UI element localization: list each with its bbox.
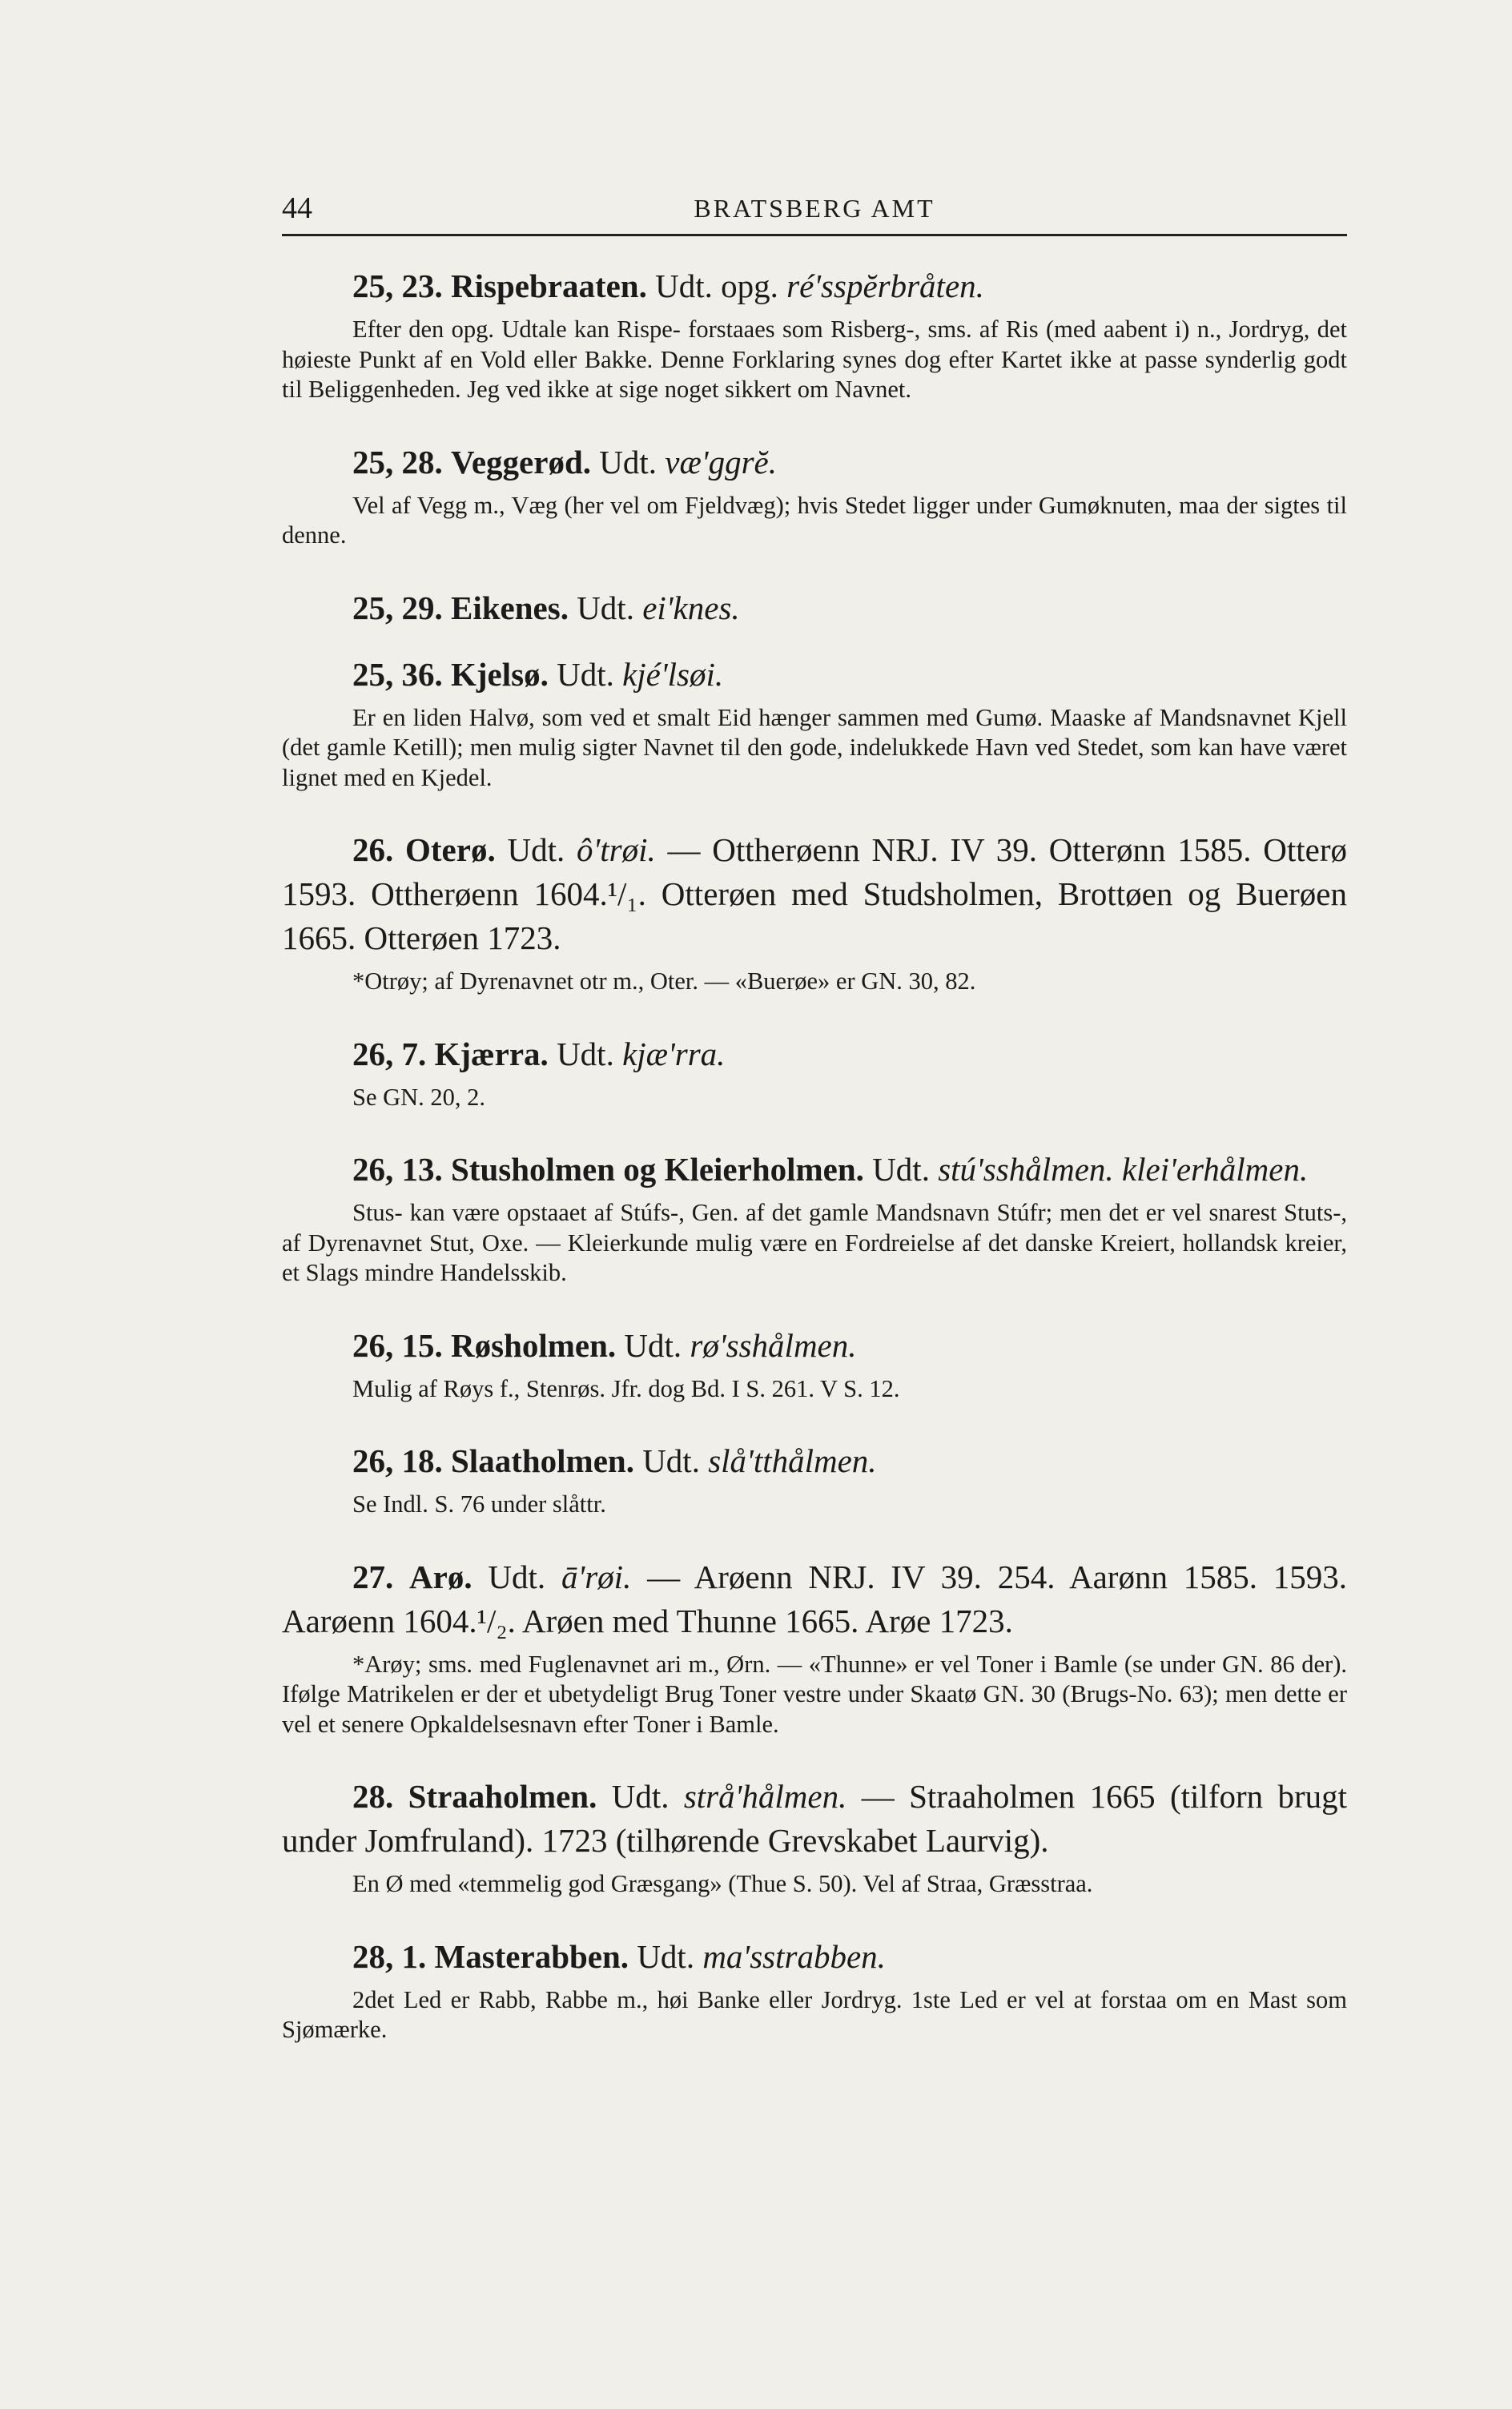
page-number: 44 [282,191,312,225]
entry-forms: — Ottherøenn NRJ. IV 39. Otterønn 1585. Otterø 1593. Ottherøenn 1604.¹/₁. Otterøen med Studsholmen, Brottøen og Buerøen 1665. Otterøen 1723. [282,831,1347,956]
entry-headline [282,1555,1347,1643]
entry-headline [282,1775,1347,1863]
page-header [282,191,1347,236]
entry-pronunciation: slå'tthålmen. [708,1442,877,1479]
entry-pronunciation: ma'sstrabben. [702,1937,886,1975]
entry-name: Slaatholmen. [451,1442,634,1479]
entry-pronunciation: ré'sspĕrbråten. [786,267,984,304]
entry-number: 25, 36. [352,655,443,693]
entry-notes: Er en liden Halvø, som ved et smalt Eid hænger sammen med Gumø. Maaske af Mandsnavnet Kjell (det gamle Ketill); men mulig sigter Navnet til den gode, indelukkede Havn ved Stedet, som kan have været lignet med en Kjedel. [282,703,1347,791]
entry-name: Arø. [409,1558,472,1595]
entry-number: 27. [352,1558,394,1595]
entry-udt: Udt. [557,1035,614,1072]
entry-notes: En Ø med «temmelig god Græsgang» (Thue S. 50). Vel af Straa, Græsstraa. [352,1870,1093,1897]
entry-number: 25, 29. [352,589,443,626]
entry-notes: Efter den opg. Udtale kan Rispe- forstaaes som Risberg-, sms. af Ris (med aabent i) n., Jordryg, det høieste Punkt af en Vold eller Bakke. Denne Forklaring synes dog efter Kartet ikke at passe synderlig godt til Beliggenheden. Jeg ved ikke at sige noget sikkert om Navnet. [282,316,1347,403]
entry-udt: Udt. [599,443,657,481]
entry [282,828,1347,997]
entry-forms: — Arøenn NRJ. IV 39. 254. Aarønn 1585. 1593. Aarøenn 1604.¹/₂. Arøen med Thunne 1665. Arøe 1723. [282,1558,1348,1639]
entry-name: Oterø. [405,831,496,868]
entry-name: Kjelsø. [451,655,549,693]
entry-pronunciation: stú'sshålmen. klei'erhålmen. [938,1151,1309,1188]
entry-headline [282,1148,1347,1192]
entry [282,264,1347,405]
entry-number: 26, 15. [352,1326,443,1364]
entry-udt: Udt. [872,1151,930,1188]
entry [282,1775,1347,1900]
entry-udt: Udt. [577,589,634,626]
entry-name: Veggerød. [451,443,591,481]
entry-pronunciation: væ'ggrĕ. [665,443,777,481]
entry-notes: Se Indl. S. 76 under slåttr. [352,1490,606,1518]
entry-notes: 2det Led er Rabb, Rabbe m., høi Banke eller Jordryg. 1ste Led er vel at forstaa om en Mast som Sjømærke. [282,1985,1347,2043]
entry-notes: Vel af Vegg m., Væg (her vel om Fjeldvæg); hvis Stedet ligger under Gumøknuten, maa der sigtes til denne. [282,491,1347,549]
entry-name: Straaholmen. [408,1778,597,1815]
entry [282,440,1347,551]
entry-headline [282,440,1347,485]
entry-number: 26. [352,831,394,868]
entry-headline [282,828,1347,960]
entry-udt: Udt. [507,831,565,868]
entry-udt: Udt. [642,1442,700,1479]
entry-name: Rispebraaten. [451,267,647,304]
entry [282,1324,1347,1405]
entry-name: Eikenes. [451,589,569,626]
entry [282,1555,1347,1740]
entry-headline [282,1439,1347,1483]
entry-notes: *Arøy; sms. med Fuglenavnet ari m., Ørn. — «Thunne» er vel Toner i Bamle (se under GN. 86 der). Ifølge Matrikelen er der et ubetydeligt Brug Toner vestre under Skaatø GN. 30 (Brugs-No. 63); men dette er vel et senere Opkaldelsesnavn efter Toner i Bamle. [282,1650,1347,1738]
entry-name: Stusholmen og Kleierholmen. [451,1151,864,1188]
entry-pronunciation: rø'sshålmen. [690,1326,857,1364]
entry [282,653,1347,794]
entry [282,1439,1347,1520]
entry-name: Røsholmen. [451,1326,617,1364]
entry-headline [282,264,1347,308]
entry-udt: Udt. [624,1326,682,1364]
entry-notes: Mulig af Røys f., Stenrøs. Jfr. dog Bd. I S. 261. V S. 12. [352,1374,900,1402]
entry-headline [282,1032,1347,1076]
entry-udt: Udt. [557,655,614,693]
entry-name: Masterabben. [434,1937,629,1975]
entry [282,1148,1347,1289]
entry-headline [282,1935,1347,1979]
entry-number: 28. [352,1778,394,1815]
entry-pronunciation: ei'knes. [642,589,740,626]
entry-number: 25, 28. [352,443,443,481]
entry-headline [282,1324,1347,1368]
entry-pronunciation: strå'hålmen. [683,1778,847,1815]
entry-pronunciation: ô'trøi. [577,831,656,868]
entry-number: 26, 7. [352,1035,427,1072]
entry-headline [282,653,1347,697]
entry-notes: *Otrøy; af Dyrenavnet otr m., Oter. — «Buerøe» er GN. 30, 82. [352,967,976,995]
entry-number: 25, 23. [352,267,443,304]
entry-udt: Udt. [611,1778,670,1815]
entry [282,586,1347,630]
entry-number: 26, 18. [352,1442,443,1479]
entry-name: Kjærra. [434,1035,549,1072]
entry-pronunciation: kjé'lsøi. [622,655,724,693]
entry-notes: Stus- kan være opstaaet af Stúfs-, Gen. af det gamle Mandsnavn Stúfr; men det er vel snarest Stuts-, af Dyrenavnet Stut, Oxe. — Kleierkunde mulig være en Fordreielse af det danske Kreiert, hollandsk kreier, et Slags mindre Handelsskib. [282,1199,1347,1286]
entry-udt: Udt. opg. [655,267,778,304]
article-body [282,264,1347,2045]
running-head: BRATSBERG AMT [694,194,935,223]
entry-number: 26, 13. [352,1151,443,1188]
entry [282,1032,1347,1113]
entry-number: 28, 1. [352,1937,427,1975]
entry-udt: Udt. [488,1558,546,1595]
entry-udt: Udt. [637,1937,695,1975]
entry [282,1935,1347,2045]
entry-pronunciation: ā'røi. [561,1558,632,1595]
entry-pronunciation: kjæ'rra. [622,1035,726,1072]
entry-forms: — Straaholmen 1665 (tilforn brugt under Jomfruland). 1723 (tilhørende Grevskabet Laurvig). [282,1778,1348,1859]
entry-notes: Se GN. 20, 2. [352,1083,486,1111]
entry-headline [282,586,1347,630]
